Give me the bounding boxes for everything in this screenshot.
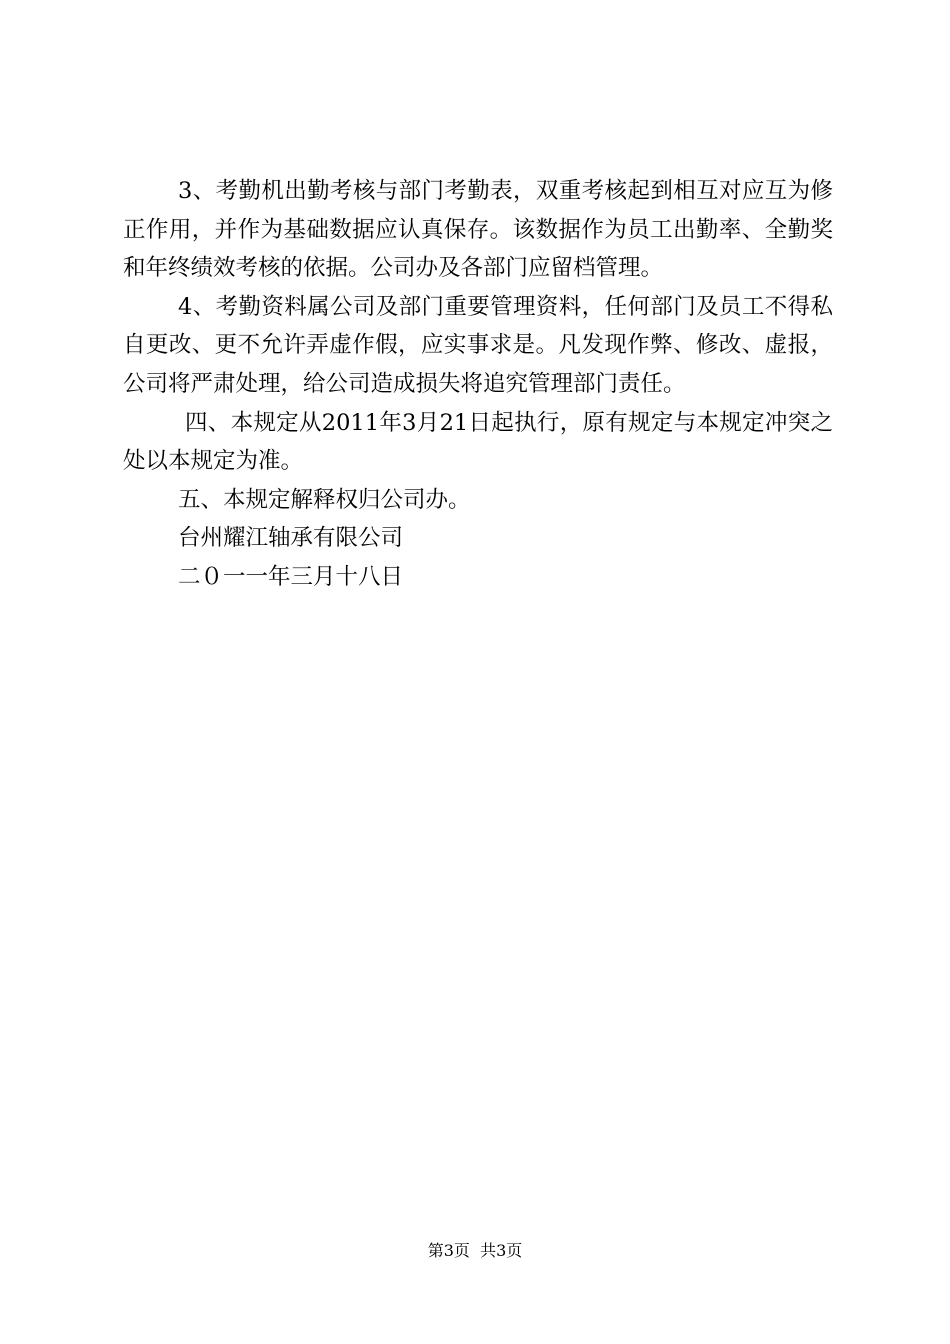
paragraph-section-5: 五、本规定解释权归公司办。 <box>178 486 471 513</box>
page-footer <box>0 1240 950 1262</box>
page-total: 共3页 <box>480 1241 523 1260</box>
paragraph-item-3: 3、考勤机出勤考核与部门考勤表，双重考核起到相互对应互为修正作用，并作为基础数据应认真保存。该数据作为员工出勤率、全勤奖和年终绩效考核的依据。公司办及各部门应留档管理。 <box>123 178 833 282</box>
document-body <box>123 172 833 597</box>
paragraph-item-4: 4、考勤资料属公司及部门重要管理资料，任何部门及员工不得私自更改、更不允许弄虚作假，应实事求是。凡发现作弊、修改、虚报，公司将严肃处理，给公司造成损失将追究管理部门责任。 <box>123 293 833 397</box>
paragraph-section-4: 四、本规定从2011年3月21日起执行，原有规定与本规定冲突之处以本规定为准。 <box>123 409 833 475</box>
document-date: 二０一一年三月十八日 <box>178 563 404 590</box>
page-number: 第3页 <box>427 1241 470 1260</box>
company-signature: 台州耀江轴承有限公司 <box>178 525 404 552</box>
